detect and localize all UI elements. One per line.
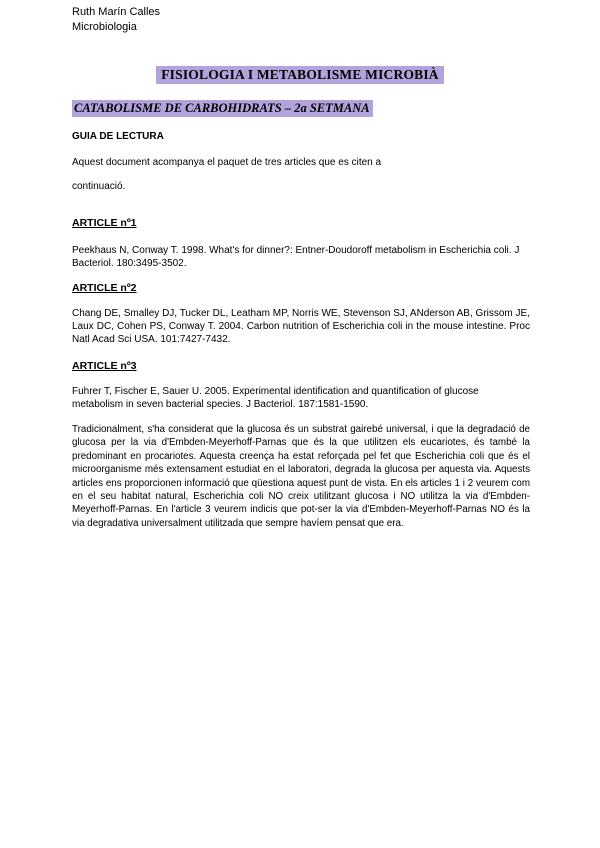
guide-heading: GUIA DE LECTURA — [72, 131, 164, 142]
document-subtitle: CATABOLISME DE CARBOHIDRATS – 2a SETMANA — [72, 100, 373, 117]
intro-line-2: continuació. — [72, 181, 126, 192]
author-subject: Microbiologia — [72, 21, 137, 33]
author-block — [72, 5, 160, 35]
author-name: Ruth Marín Calles — [72, 6, 161, 18]
article-2-heading: ARTICLE nº2 — [72, 282, 137, 294]
article-1-reference: Peekhaus N, Conway T. 1998. What's for dinner?: Entner-Doudoroff metabolism in Escherichia coli. J Bacteriol. 180:3495-3502. — [72, 245, 520, 269]
article-3-reference: Fuhrer T, Fischer E, Sauer U. 2005. Experimental identification and quantification of glucose metabolism in seven bacterial species. J Bacteriol. 187:1581-1590. — [72, 386, 479, 410]
body-paragraph: Tradicionalment, s'ha considerat que la glucosa és un substrat gairebé universal, i que la degradació de glucosa per la via d'Embden-Meyerhoff-Parnas que és la que utilitzen els eucariotes, és també la predominant en procariotes. Aquesta creença ha estat reforçada pel fet que Escherichia coli que és el microorganisme més extensament estudiat en el laboratori, degrada la glucosa per aquesta via. Aquests articles ens proporcionen informació que qüestiona aquest punt de vista. En els articles 1 i 2 veurem com en el seu habitat natural, Escherichia coli NO creix utilitzant glucosa i NO utilitza la via d'Embden-Meyerhoff-Parnas. En l'article 3 veurem indicis que pot-ser la via d'Embden-Meyerhoff-Parnas NO és la via degradativa universalment utilitzada que sempre havíem pensat que era. — [72, 424, 530, 529]
article-2-reference: Chang DE, Smalley DJ, Tucker DL, Leatham MP, Norris WE, Stevenson SJ, ANderson AB, Grissom JE, Laux DC, Cohen PS, Conway T. 2004. Carbon nutrition of Escherichia coli in the mouse intestine. Proc Natl Acad Sci USA. 101:7427-7432. — [72, 308, 530, 345]
intro-line-1: Aquest document acompanya el paquet de tres articles que es citen a — [72, 157, 382, 168]
document-title: FISIOLOGIA I METABOLISME MICROBIÀ — [156, 66, 444, 84]
article-3-heading: ARTICLE nº3 — [72, 360, 137, 372]
title-wrapper — [0, 66, 600, 84]
article-1-heading: ARTICLE nº1 — [72, 217, 137, 229]
